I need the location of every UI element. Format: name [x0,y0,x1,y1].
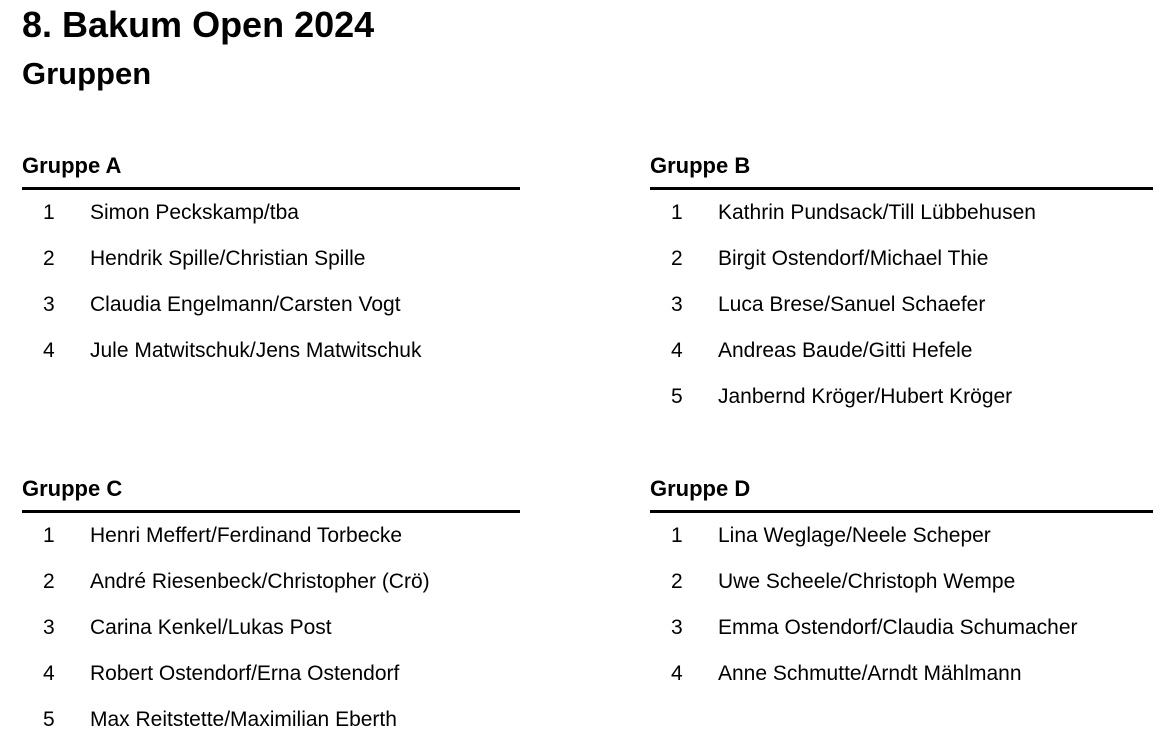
page-subtitle: Gruppen [22,56,152,91]
entry-team: Luca Brese/Sanuel Schaefer [718,293,986,316]
entry-number: 3 [43,293,55,316]
group-entry-row [22,605,520,651]
group-entry-row [22,236,520,282]
entry-team: Simon Peckskamp/tba [90,201,299,224]
entry-team: Lina Weglage/Neele Scheper [718,524,991,547]
group-entry-row [22,328,520,374]
entry-number: 5 [43,708,55,731]
group-entry-row [22,559,520,605]
entry-team: Jule Matwitschuk/Jens Matwitschuk [90,339,422,362]
entry-team: Andreas Baude/Gitti Hefele [718,339,973,362]
entry-number: 4 [671,662,683,685]
group-rows [22,513,520,743]
group-title: Gruppe D [650,478,1153,513]
group-title: Gruppe B [650,155,1153,190]
group-entry-row [650,374,1153,420]
entry-team: Carina Kenkel/Lukas Post [90,616,332,639]
group-entry-row [22,651,520,697]
group-section-a [22,155,520,374]
group-section-b [650,155,1153,420]
group-rows [650,513,1153,697]
entry-team: Uwe Scheele/Christoph Wempe [718,570,1016,593]
entry-team: Hendrik Spille/Christian Spille [90,247,366,270]
entry-team: Kathrin Pundsack/Till Lübbehusen [718,201,1036,224]
page-title: 8. Bakum Open 2024 [22,4,375,45]
group-title: Gruppe A [22,155,520,190]
group-entry-row [650,282,1153,328]
group-entry-row [650,513,1153,559]
entry-team: Birgit Ostendorf/Michael Thie [718,247,989,270]
entry-team: Henri Meffert/Ferdinand Torbecke [90,524,403,547]
entry-team: Robert Ostendorf/Erna Ostendorf [90,662,400,685]
entry-team: Claudia Engelmann/Carsten Vogt [90,293,401,316]
entry-number: 1 [671,201,683,224]
entry-number: 2 [671,570,683,593]
group-entry-row [650,236,1153,282]
entry-team: Janbernd Kröger/Hubert Kröger [718,385,1013,408]
entry-number: 2 [671,247,683,270]
entry-number: 4 [43,339,55,362]
entry-number: 1 [671,524,683,547]
entry-number: 4 [43,662,55,685]
group-entry-row [650,651,1153,697]
entry-number: 1 [43,524,55,547]
entry-number: 5 [671,385,683,408]
entry-number: 3 [671,293,683,316]
entry-number: 1 [43,201,55,224]
group-entry-row [22,190,520,236]
entry-number: 3 [671,616,683,639]
entry-number: 4 [671,339,683,362]
entry-team: Max Reitstette/Maximilian Eberth [90,708,397,731]
group-entry-row [650,190,1153,236]
group-entry-row [22,697,520,743]
group-entry-row [650,605,1153,651]
entry-team: Emma Ostendorf/Claudia Schumacher [718,616,1078,639]
group-section-d [650,478,1153,697]
entry-number: 2 [43,247,55,270]
group-entry-row [650,328,1153,374]
group-title: Gruppe C [22,478,520,513]
group-rows [650,190,1153,420]
group-entry-row [650,559,1153,605]
group-rows [22,190,520,374]
entry-team: Anne Schmutte/Arndt Mählmann [718,662,1022,685]
group-entry-row [22,513,520,559]
group-entry-row [22,282,520,328]
entry-number: 2 [43,570,55,593]
entry-number: 3 [43,616,55,639]
entry-team: André Riesenbeck/Christopher (Crö) [90,570,430,593]
group-section-c [22,478,520,743]
